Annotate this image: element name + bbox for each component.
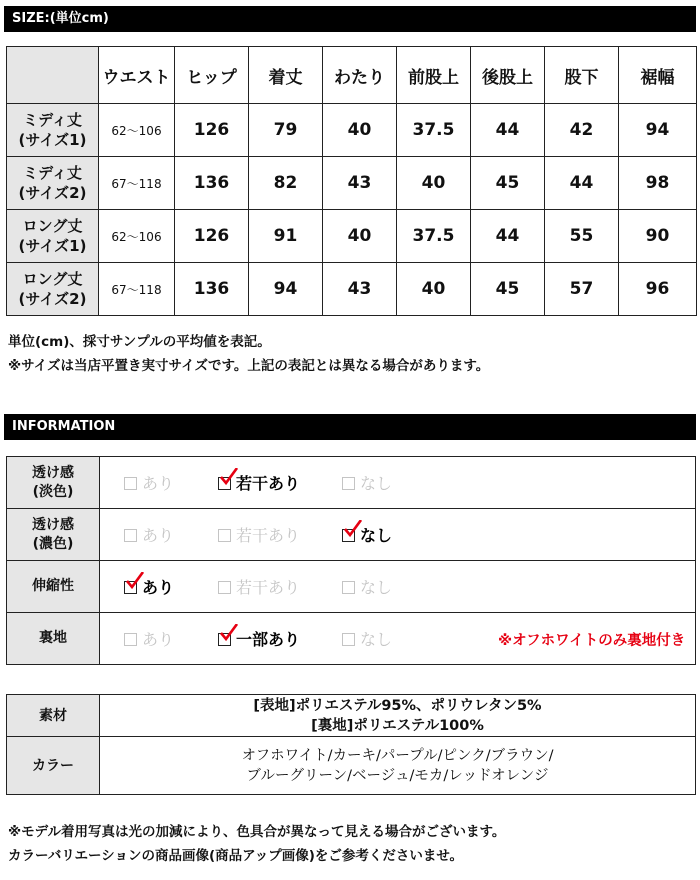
info-row-label: 透け感 (濃色) bbox=[7, 509, 100, 561]
info-row-options bbox=[100, 561, 696, 613]
info-row-label: 伸縮性 bbox=[7, 561, 100, 613]
size-row bbox=[7, 210, 697, 263]
footer-note-variations: カラーバリエーションの商品画像(商品アップ画像)をご参考くださいませ。 bbox=[8, 848, 464, 864]
header-back-rise: 後股上 bbox=[471, 47, 545, 104]
color-label: カラー bbox=[7, 737, 100, 795]
material-table bbox=[6, 694, 696, 795]
option-ari: あり bbox=[124, 471, 218, 494]
cell-inseam: 57 bbox=[545, 263, 619, 316]
header-thigh: わたり bbox=[323, 47, 397, 104]
cell-inseam: 44 bbox=[545, 157, 619, 210]
cell-length: 79 bbox=[249, 104, 323, 157]
info-row-label: 透け感 (淡色) bbox=[7, 457, 100, 509]
size-row-label: ロング丈 (サイズ2) bbox=[7, 263, 99, 316]
header-length: 着丈 bbox=[249, 47, 323, 104]
checkbox-icon bbox=[124, 477, 137, 490]
checkbox-checked-icon bbox=[342, 529, 355, 542]
material-row bbox=[7, 695, 696, 737]
cell-length: 94 bbox=[249, 263, 323, 316]
header-inseam: 股下 bbox=[545, 47, 619, 104]
size-row bbox=[7, 104, 697, 157]
option-ichibu-ari: 一部あり bbox=[218, 627, 342, 650]
size-header-row bbox=[7, 47, 697, 104]
option-ari: あり bbox=[124, 523, 218, 546]
cell-thigh: 43 bbox=[323, 157, 397, 210]
cell-hip: 136 bbox=[175, 157, 249, 210]
cell-back-rise: 44 bbox=[471, 104, 545, 157]
option-jakkan-ari: 若干あり bbox=[218, 575, 342, 598]
size-row-label: ミディ丈 (サイズ1) bbox=[7, 104, 99, 157]
color-value: オフホワイト/カーキ/パープル/ピンク/ブラウン/ ブルーグリーン/ベージュ/モカ/レッドオレンジ bbox=[100, 737, 696, 795]
checkbox-checked-icon bbox=[218, 477, 231, 490]
cell-back-rise: 44 bbox=[471, 210, 545, 263]
cell-length: 91 bbox=[249, 210, 323, 263]
cell-front-rise: 37.5 bbox=[397, 210, 471, 263]
cell-front-rise: 40 bbox=[397, 263, 471, 316]
cell-thigh: 40 bbox=[323, 104, 397, 157]
cell-hip: 126 bbox=[175, 210, 249, 263]
checkbox-icon bbox=[218, 529, 231, 542]
size-note-disclaimer: ※サイズは当店平置き実寸サイズです。上記の表記とは異なる場合があります。 bbox=[8, 358, 490, 374]
info-row-lining bbox=[7, 613, 696, 665]
checkbox-checked-icon bbox=[218, 633, 231, 646]
cell-length: 82 bbox=[249, 157, 323, 210]
info-row-options bbox=[100, 457, 696, 509]
info-row-options bbox=[100, 509, 696, 561]
color-row bbox=[7, 737, 696, 795]
footer-note-lighting: ※モデル着用写真は光の加減により、色具合が異なって見える場合がございます。 bbox=[8, 824, 506, 840]
info-row-label: 裏地 bbox=[7, 613, 100, 665]
header-front-rise: 前股上 bbox=[397, 47, 471, 104]
lining-note: ※オフホワイトのみ裏地付き bbox=[498, 633, 686, 649]
header-waist: ウエスト bbox=[99, 47, 175, 104]
info-row-options bbox=[100, 613, 696, 665]
information-section-header: INFORMATION bbox=[4, 414, 696, 440]
material-value: [表地]ポリエステル95%、ポリウレタン5% [裏地]ポリエステル100% bbox=[100, 695, 696, 737]
size-table bbox=[6, 46, 697, 316]
cell-waist: 67〜118 bbox=[99, 263, 175, 316]
cell-hem-width: 90 bbox=[619, 210, 697, 263]
option-ari: あり bbox=[124, 627, 218, 650]
checkbox-icon bbox=[218, 581, 231, 594]
size-note-unit: 単位(cm)、採寸サンプルの平均値を表記。 bbox=[8, 334, 271, 350]
option-nashi: なし bbox=[342, 575, 436, 598]
checkbox-icon bbox=[342, 477, 355, 490]
header-hem-width: 裾幅 bbox=[619, 47, 697, 104]
cell-waist: 62〜106 bbox=[99, 104, 175, 157]
cell-waist: 62〜106 bbox=[99, 210, 175, 263]
size-row bbox=[7, 263, 697, 316]
info-row-sheerness-dark bbox=[7, 509, 696, 561]
cell-back-rise: 45 bbox=[471, 157, 545, 210]
size-row-label: ミディ丈 (サイズ2) bbox=[7, 157, 99, 210]
size-row bbox=[7, 157, 697, 210]
option-jakkan-ari: 若干あり bbox=[218, 523, 342, 546]
cell-back-rise: 45 bbox=[471, 263, 545, 316]
option-nashi: なし bbox=[342, 471, 436, 494]
option-nashi: なし bbox=[342, 627, 436, 650]
cell-waist: 67〜118 bbox=[99, 157, 175, 210]
information-table bbox=[6, 456, 696, 665]
cell-hip: 136 bbox=[175, 263, 249, 316]
cell-hip: 126 bbox=[175, 104, 249, 157]
checkbox-icon bbox=[124, 633, 137, 646]
cell-front-rise: 40 bbox=[397, 157, 471, 210]
header-hip: ヒップ bbox=[175, 47, 249, 104]
cell-thigh: 40 bbox=[323, 210, 397, 263]
cell-inseam: 42 bbox=[545, 104, 619, 157]
info-row-stretch bbox=[7, 561, 696, 613]
size-corner-cell bbox=[7, 47, 99, 104]
size-row-label: ロング丈 (サイズ1) bbox=[7, 210, 99, 263]
option-jakkan-ari: 若干あり bbox=[218, 471, 342, 494]
checkbox-icon bbox=[342, 633, 355, 646]
cell-thigh: 43 bbox=[323, 263, 397, 316]
size-section-header: SIZE:(単位cm) bbox=[4, 6, 696, 32]
info-row-sheerness-light bbox=[7, 457, 696, 509]
material-label: 素材 bbox=[7, 695, 100, 737]
checkbox-checked-icon bbox=[124, 581, 137, 594]
option-nashi: なし bbox=[342, 523, 436, 546]
cell-hem-width: 98 bbox=[619, 157, 697, 210]
cell-hem-width: 94 bbox=[619, 104, 697, 157]
checkbox-icon bbox=[342, 581, 355, 594]
cell-inseam: 55 bbox=[545, 210, 619, 263]
cell-hem-width: 96 bbox=[619, 263, 697, 316]
cell-front-rise: 37.5 bbox=[397, 104, 471, 157]
option-ari: あり bbox=[124, 575, 218, 598]
checkbox-icon bbox=[124, 529, 137, 542]
